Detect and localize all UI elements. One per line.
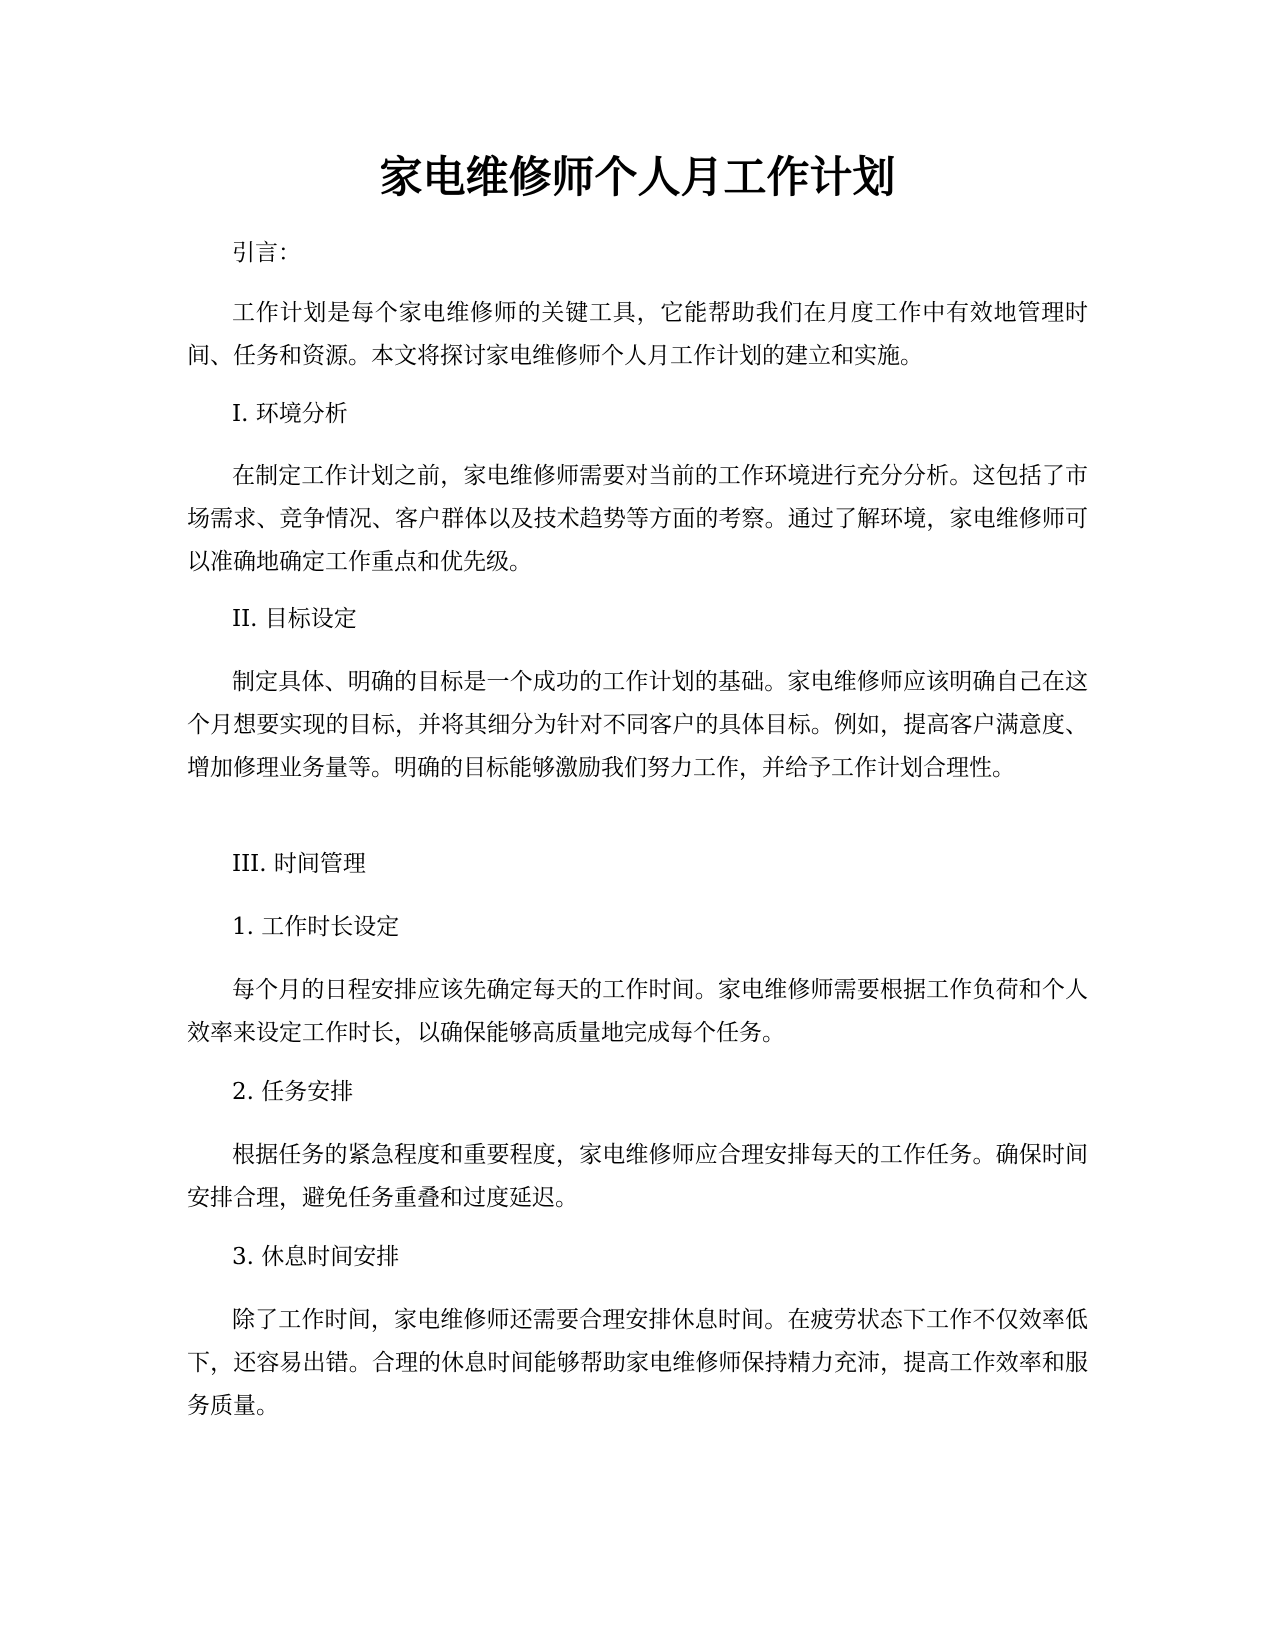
subsection-heading-rest: 3. 休息时间安排 — [232, 1244, 400, 1270]
section-paragraph-environment: 在制定工作计划之前，家电维修师需要对当前的工作环境进行充分分析。这包括了市场需求、竞争情况、客户群体以及技术趋势等方面的考察。通过了解环境，家电维修师可以准确地确定工作重点和优先级。 — [187, 463, 1088, 575]
document-page — [187, 0, 1088, 1650]
section-heading-environment: I. 环境分析 — [232, 401, 348, 427]
intro-label: 引言： — [232, 240, 301, 266]
subsection-heading-hours: 1. 工作时长设定 — [232, 914, 400, 940]
subsection-paragraph-rest: 除了工作时间，家电维修师还需要合理安排休息时间。在疲劳状态下工作不仅效率低下，还容易出错。合理的休息时间能够帮助家电维修师保持精力充沛，提高工作效率和服务质量。 — [187, 1307, 1088, 1419]
intro-paragraph: 工作计划是每个家电维修师的关键工具，它能帮助我们在月度工作中有效地管理时间、任务和资源。本文将探讨家电维修师个人月工作计划的建立和实施。 — [187, 300, 1088, 369]
subsection-paragraph-tasks: 根据任务的紧急程度和重要程度，家电维修师应合理安排每天的工作任务。确保时间安排合理，避免任务重叠和过度延迟。 — [187, 1142, 1088, 1211]
section-heading-time: III. 时间管理 — [232, 851, 366, 877]
document-title: 家电维修师个人月工作计划 — [379, 153, 896, 203]
subsection-heading-tasks: 2. 任务安排 — [232, 1079, 354, 1105]
section-paragraph-goals: 制定具体、明确的目标是一个成功的工作计划的基础。家电维修师应该明确自己在这个月想要实现的目标，并将其细分为针对不同客户的具体目标。例如，提高客户满意度、增加修理业务量等。明确的目标能够激励我们努力工作，并给予工作计划合理性。 — [187, 669, 1088, 781]
subsection-paragraph-hours: 每个月的日程安排应该先确定每天的工作时间。家电维修师需要根据工作负荷和个人效率来设定工作时长，以确保能够高质量地完成每个任务。 — [187, 977, 1088, 1046]
section-heading-goals: II. 目标设定 — [232, 606, 357, 632]
